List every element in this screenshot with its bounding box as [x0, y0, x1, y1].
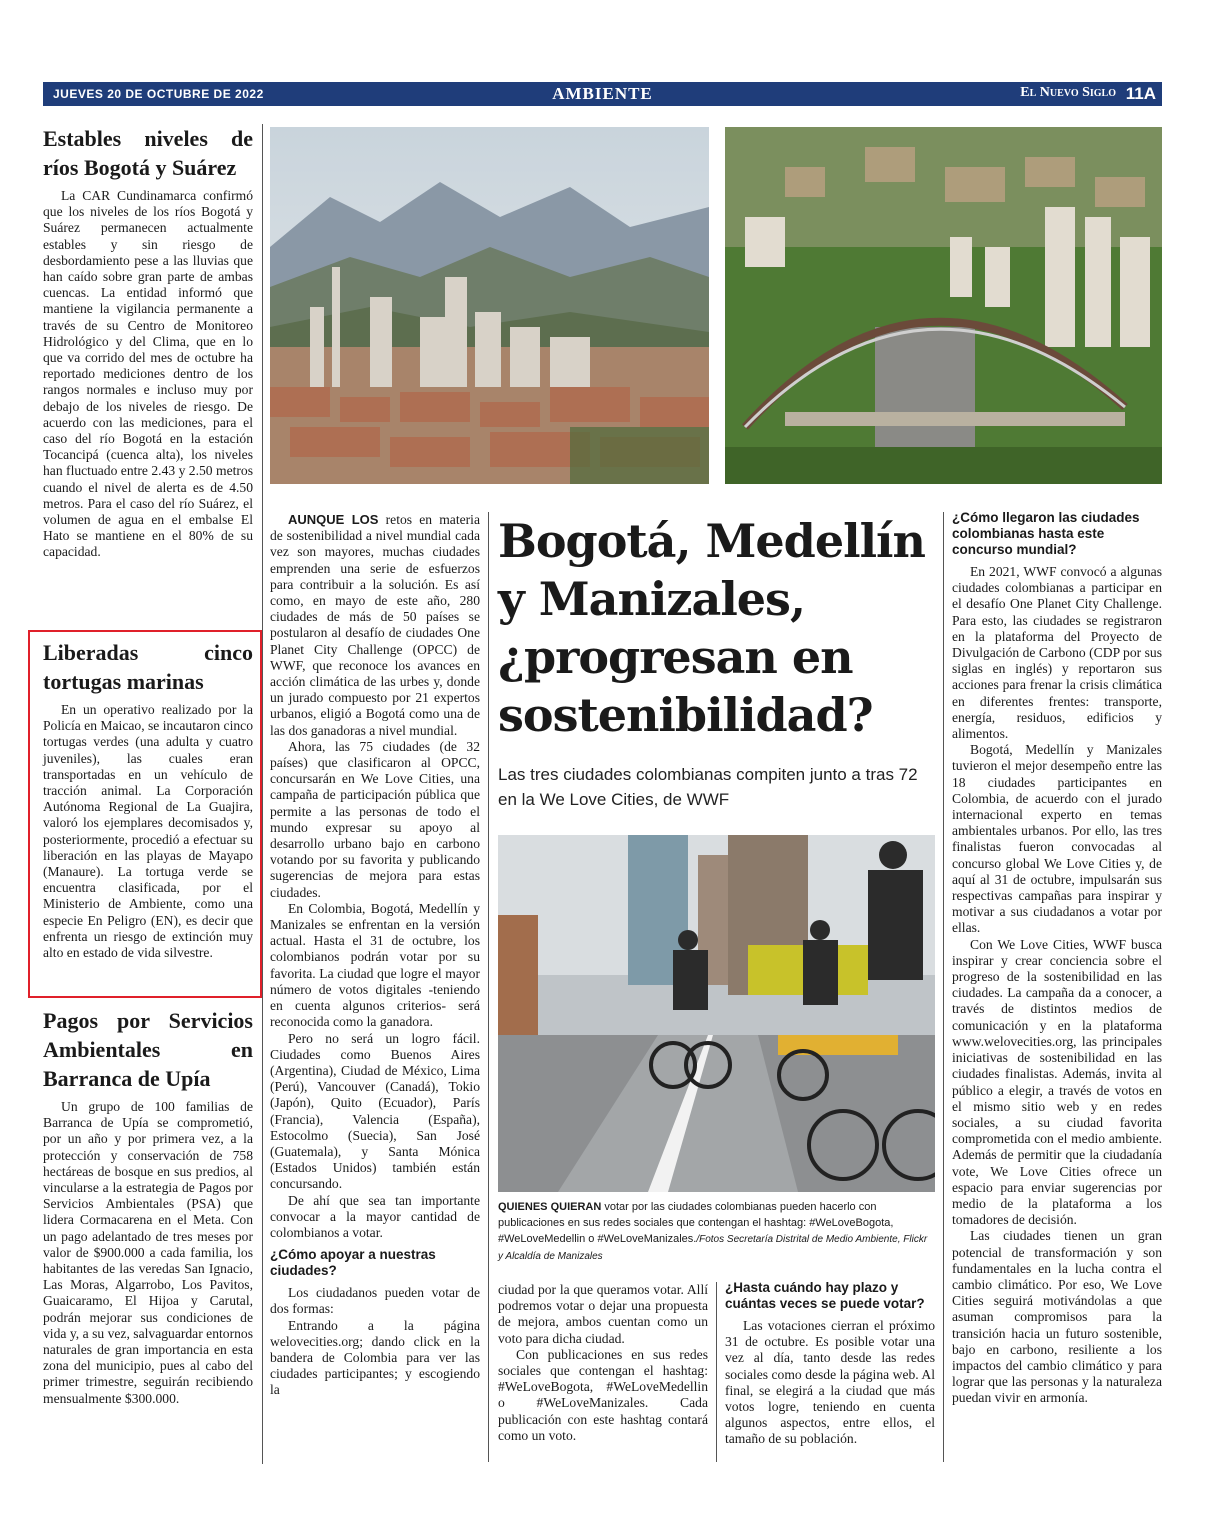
brief-rivers-title: Estables niveles de ríos Bogotá y Suárez: [43, 126, 253, 180]
article-para-14: Las ciudades tienen un gran potencial de transformación y son fundamentales en la lucha contra el cambio climático. Por eso, We Love Cities seguirá motivándolas a que asuman compromisos para la transición hacia un futuro sostenible, bajo en carbono, resiliente a los impactos del cambio climático y para lograr que las personas y la naturaleza puedan vivir en armonía.: [952, 1228, 1162, 1406]
article-para-1: retos en materia de sostenibilidad a nivel mundial cada vez son mayores, muchas ciudades emprenden una serie de esfuerzos para contribuir a la solución. Es así como, en mayo de este año, 280 ciudades de más de 50 países se postularon al desafío de ciudades One Planet City Challenge (OPCC) de WWF, que reconoce los avances en acción climática de las urbes y, donde un jurado compuesto por 21 expertos urbanos, eligió a Bogotá como una de las dos ganadoras a nivel mundial.: [270, 512, 480, 738]
photo-manizales-city: [270, 127, 709, 484]
article-para-3: En Colombia, Bogotá, Medellín y Manizales se enfrentan en la versión actual. Hasta el 31 de octubre, los colombianos podrán votar por su favorita. La ciudad que logre el mayor número de votos digitales -teniendo en cuenta algunos criterios- será reconocida como la ganadora.: [270, 900, 480, 1030]
brief-rivers: [43, 124, 253, 561]
article-column-4: [952, 508, 1162, 1407]
photo-caption: [498, 1199, 934, 1265]
page-number: 11A: [1125, 84, 1156, 103]
brief-payments: [43, 1006, 253, 1407]
article-column-3: [725, 1278, 935, 1448]
article-para-2: Ahora, las 75 ciudades (de 32 países) que clasificaron al OPCC, concursarán en We Love Cities, una campaña de participación pública que permite a las personas de todo el mundo expresar su apoyo al desarrollo urbano bajo en carbono votando por su favorita y publicando sugerencias de mejora para estas ciudades.: [270, 738, 480, 900]
brief-payments-title: Pagos por Servicios Ambientales en Barranca de Upía: [43, 1008, 253, 1091]
article-para-13: Con We Love Cities, WWF busca inspirar y crear conciencia sobre el progreso de la sostenibilidad en las ciudades. La campaña da a conocer, a través de distintos medios de comunicación y en la plataforma www.welovecities.org, las principales iniciativas de sostenibilidad en las ciudades finalistas. Además, invita al público a elegir, a través de votos en el mismo sitio web y en redes sociales, a su ciudad favorita comprometida con el medio ambiente. Además de permitir que la ciudadanía vote, We Love Cities ofrece un espacio para enviar sugerencias por medio de la plataforma a los tomadores de decisión.: [952, 936, 1162, 1228]
caption-text: votar por las ciudades colombianas pueden hacerlo con publicaciones en sus redes sociales que contengan el hashtag: #WeLoveBogota, #WeLoveMedellin o #WeLoveManizales.: [498, 1201, 894, 1245]
brief-payments-body: Un grupo de 100 familias de Barranca de Upía se comprometió, por un año y por primera vez, a la protección y conservación de 758 hectáreas de bosque en sus predios, al vincularse a la estrategia de Pagos por Servicios Ambientales (PSA) que lidera Cormacarena en el Meta. Con un pago adelantado de tres meses por valor de $900.000 a cada familia, los habitantes de las veredas San Ignacio, Las Moras, Algarrobo, Los Pavitos, Guaicaramo, El Hijoa y Carutal, podrán mejorar sus condiciones de vida y, a su vez, salvaguardar entornos naturales de gran importancia en esta zona del municipio, pues al cabo del primer trimestre, seguirán recibiendo mensualmente $300.000.: [43, 1099, 253, 1406]
newspaper-name: El Nuevo Siglo: [1020, 85, 1116, 100]
article-column-1: [270, 512, 480, 1399]
caption-lead: QUIENES QUIERAN: [498, 1201, 602, 1213]
column-rule-bottom: [716, 1282, 717, 1462]
article-para-12: Bogotá, Medellín y Manizales tuvieron el mejor desempeño entre las 18 ciudades participantes en Colombia, de acuerdo con el jurado internacional experto en temas ambientales urbanos. Por ello, las tres finalistas fueron convocadas al concurso global We Love Cities y, de aquí al 31 de octubre, impulsarán sus respectivas campañas para inspirar y motivar a sus ciudadanos a votar por ellas.: [952, 742, 1162, 936]
article-para-6: Los ciudadanos pueden votar de dos formas:: [270, 1285, 480, 1317]
article-para-9: Con publicaciones en sus redes sociales que contengan el hashtag: #WeLoveBogota, #WeLoveMedellin o #WeLoveManizales. Cada publicación con este hashtag contará como un voto.: [498, 1346, 708, 1443]
article-lead-in: AUNQUE LOS: [288, 512, 379, 527]
subhead-how-arrived: ¿Cómo llegaron las ciudades colombianas hasta este concurso mundial?: [952, 510, 1140, 557]
article-column-2: [498, 1282, 708, 1444]
issue-date: JUEVES 20 DE OCTUBRE DE 2022: [53, 87, 264, 101]
column-rule-right: [943, 512, 944, 1462]
article-para-7: Entrando a la página welovecities.org; dando click en la bandera de Colombia para ver las ciudades participantes; y escogiendo la: [270, 1317, 480, 1398]
photo-cyclists: [498, 835, 935, 1192]
photo-credit: /Fotos Secretaría Distrital de Medio Ambiente, Flickr y Alcaldía de Manizales: [498, 1234, 928, 1262]
brief-turtles: [43, 638, 253, 961]
column-rule-center: [488, 512, 489, 1462]
subhead-how-support: ¿Cómo apoyar a nuestras ciudades?: [270, 1247, 436, 1279]
article-para-4: Pero no será un logro fácil. Ciudades como Buenos Aires (Argentina), Ciudad de México, Lima (Perú), Vancouver (Canadá), Tokio (Japón), Quito (Ecuador), París (Francia), Valencia (España), Estocolmo (Suecia), San José (Guatemala), y Santa Mónica (Estados Unidos) también están concursando.: [270, 1030, 480, 1192]
article-subtitle: Las tres ciudades colombianas compiten junto a tras 72 en la We Love Cities, de WWF: [498, 765, 918, 809]
article-para-8: ciudad por la que queramos votar. Allí podremos votar o dejar una propuesta de mejora, ambos cuentan como un voto para dicha ciudad.: [498, 1282, 708, 1346]
page-header-bar: [43, 82, 1162, 106]
column-rule-left: [262, 124, 263, 1464]
article-para-5: De ahí que sea tan importante convocar a la mayor cantidad de colombianos a votar.: [270, 1192, 480, 1240]
section-title: AMBIENTE: [552, 84, 653, 103]
article-para-10: Las votaciones cierran el próximo 31 de octubre. Es posible votar una vez al día, tanto desde las redes sociales como desde la página web. Al final, se elegirá a la ciudad que más votos logre, teniendo en cuenta algunos aspectos, entre ellos, el tamaño de su población.: [725, 1318, 935, 1447]
brief-rivers-body: La CAR Cundinamarca confirmó que los niveles de los ríos Bogotá y Suárez permanecen actualmente estables y sin riesgo de desbordamiento pese a las lluvias que han caído sobre gran parte de ambas cuencas. La entidad informó que mantiene la vigilancia permanente a través de su Centro de Monitoreo Hidrológico y del Clima, que en lo que va corrido del mes de octubre ha reportado mediciones dentro de los rangos normales e incluso muy por debajo de los niveles de riesgo. De acuerdo con las mediciones, para el caso del río Bogotá en la estación Tocancipá (cuenca alta), los niveles han fluctuado entre 2.43 y 2.50 metros cuando el nivel de alerta es de 4.50 metros. Para el caso del río Suárez, el volumen de agua en el embalse El Hato se mantiene en el 80% de su capacidad.: [43, 188, 253, 560]
brief-turtles-body: En un operativo realizado por la Policía en Maicao, se incautaron cinco tortugas verdes (una adulta y cuatro juveniles), las cuales eran transportadas en un vehículo de tracción animal. La Corporación Autónoma Regional de La Guajira, valoró los ejemplares decomisados y, posteriormente, procedió a efectuar su liberación en las playas de Mayapo (Manaure). La tortuga verde se encuentra clasificada, por el Ministerio de Ambiente, como una especie En Peligro (EN), es decir que enfrenta un riesgo de extinción muy alto en estado de vida silvestre.: [43, 702, 253, 961]
main-headline: Bogotá, Medellín y Manizales, ¿progresan en sostenibilidad?: [498, 514, 925, 742]
brief-turtles-title: Liberadas cinco tortugas marinas: [43, 640, 253, 694]
subhead-deadline: ¿Hasta cuándo hay plazo y cuántas veces se puede votar?: [725, 1280, 925, 1311]
photo-medellin-bridge: [725, 127, 1162, 484]
article-para-11: En 2021, WWF convocó a algunas ciudades colombianas a participar en el desafío One Planet City Challenge. Para esto, las ciudades se registraron en la plataforma del Proyecto de Divulgación de Carbono (CDP por sus siglas en inglés) y reportaron sus acciones para frenar la crisis climática en diferentes frentes: transporte, energía, residuos, edificios y alimentos.: [952, 564, 1162, 742]
